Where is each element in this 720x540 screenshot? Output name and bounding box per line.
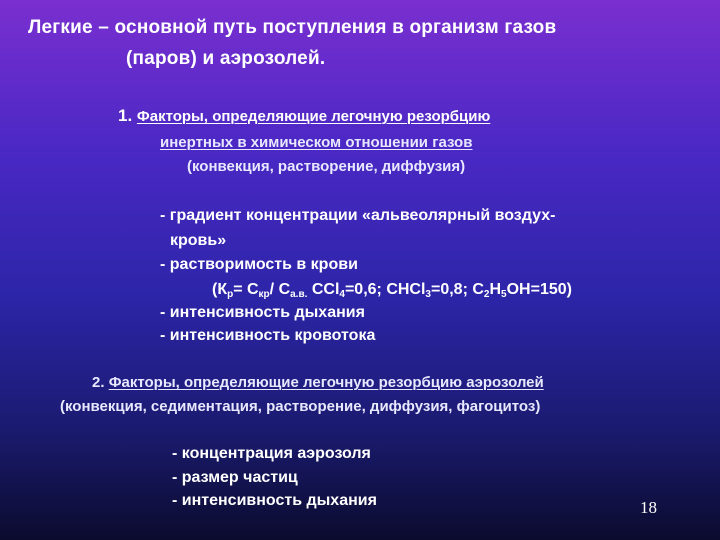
page-number: 18 bbox=[640, 498, 657, 517]
section2-heading-text: Факторы, определяющие легочную резорбцию аэрозолей bbox=[108, 374, 544, 391]
section1-item-gradient-cont: кровь» bbox=[170, 232, 227, 249]
section2-number: 2. bbox=[92, 374, 105, 391]
section1-mechanisms: (конвекция, растворение, диффузия) bbox=[187, 158, 466, 175]
section2-item-breathing: - интенсивность дыхания bbox=[172, 492, 377, 509]
section1-heading-line2: инертных в химическом отношении газов bbox=[160, 134, 473, 151]
slide-title-line1: Легкие – основной путь поступления в организм газов bbox=[28, 17, 557, 38]
section1-item-solubility: - растворимость в крови bbox=[160, 256, 358, 273]
section1-item-gradient: - градиент концентрации «альвеолярный воздух- bbox=[160, 207, 556, 224]
slide-title-line2: (паров) и аэрозолей. bbox=[126, 48, 326, 69]
section2-heading bbox=[92, 374, 544, 391]
section1-heading-line1: Факторы, определяющие легочную резорбцию bbox=[136, 108, 491, 125]
section2-item-particle-size: - размер частиц bbox=[172, 469, 298, 486]
section1-item-bloodflow: - интенсивность кровотока bbox=[160, 327, 376, 344]
section2-item-concentration: - концентрация аэрозоля bbox=[172, 445, 371, 462]
section2-mechanisms: (конвекция, седиментация, растворение, диффузия, фагоцитоз) bbox=[60, 398, 541, 415]
partition-formula: ($К_р= С_{кр}/$ $С_{а.в.}$ CCl$_4$=0,6; CHCl$_3$=0,8; $C_2H_5OH=150$) bbox=[212, 281, 572, 300]
section1-number: 1. bbox=[118, 106, 133, 125]
section1-item-breathing: - интенсивность дыхания bbox=[160, 304, 365, 321]
section1-heading bbox=[118, 106, 490, 126]
